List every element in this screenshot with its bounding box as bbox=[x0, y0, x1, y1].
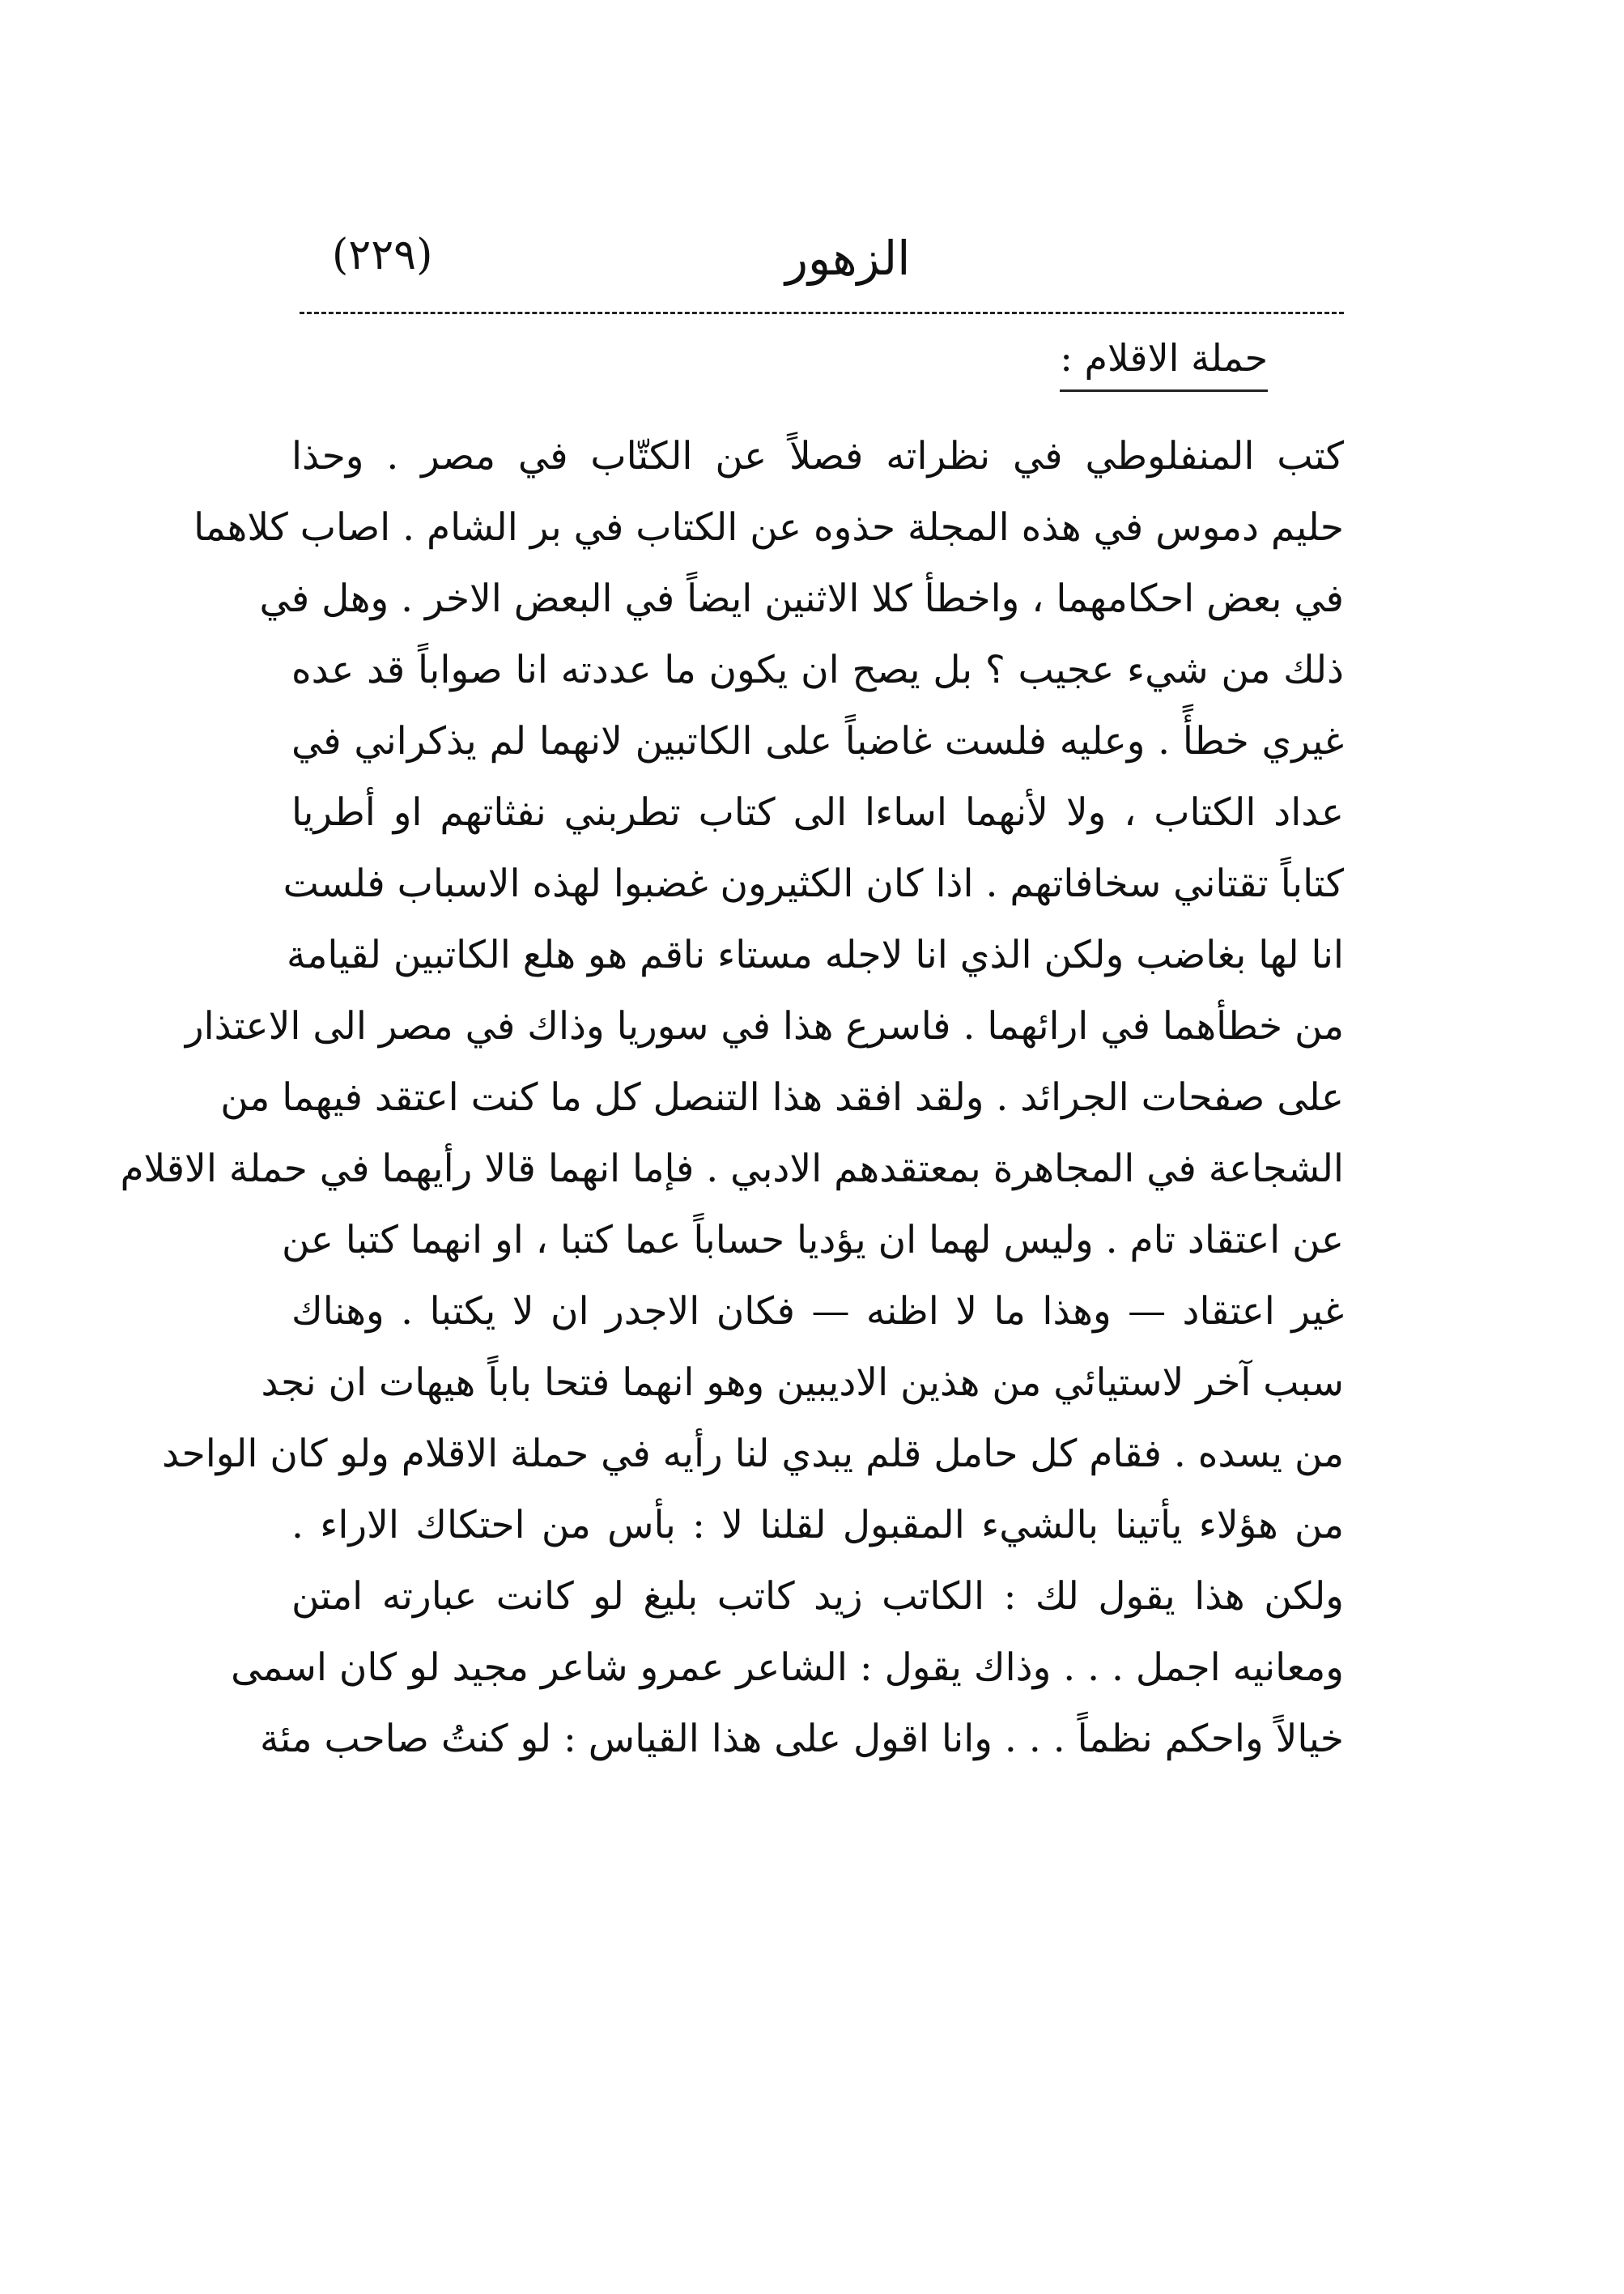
text-line: على صفحات الجرائد . ولقد افقد هذا التنصل كل ما كنت اعتقد فيهما من bbox=[220, 1075, 1344, 1120]
text-line: عن اعتقاد تام . وليس لهما ان يؤديا حساباً عما كتبا ، او انهما كتبا عن bbox=[282, 1218, 1344, 1262]
body-text bbox=[120, 421, 1344, 1775]
section-title: حملة الاقلام : bbox=[1060, 336, 1268, 392]
text-line: من خطأهما في ارائهما . فاسرع هذا في سوريا وذاك في مصر الى الاعتذار bbox=[185, 1004, 1344, 1049]
text-line: غير اعتقاد — وهذا ما لا اظنه — فكان الاجدر ان لا يكتبا . وهناك bbox=[291, 1289, 1344, 1334]
text-line: عداد الكتاب ، ولا لأنهما اساءا الى كتاب تطربني نفثاتهم او أطريا bbox=[291, 790, 1344, 835]
text-line: من هؤلاء يأتينا بالشيء المقبول لقلنا لا : بأس من احتكاك الاراء . bbox=[291, 1503, 1344, 1547]
text-line: الشجاعة في المجاهرة بمعتقدهم الادبي . فإما انهما قالا رأيهما في حملة الاقلام bbox=[120, 1147, 1344, 1191]
text-line: من يسده . فقام كل حامل قلم يبدي لنا رأيه في حملة الاقلام ولو كان الواحد bbox=[161, 1432, 1344, 1476]
text-line: غيري خطأً . وعليه فلست غاضباً على الكاتبين لانهما لم يذكراني في bbox=[291, 719, 1344, 764]
page-header bbox=[300, 231, 1271, 304]
text-line: خيالاً واحكم نظماً . . . وانا اقول على هذا القياس : لو كنتُ صاحب مئة bbox=[259, 1717, 1344, 1761]
text-line: كتاباً تقتاني سخافاتهم . اذا كان الكثيرون غضبوا لهذه الاسباب فلست bbox=[283, 862, 1344, 906]
text-line: ومعانيه اجمل . . . وذاك يقول : الشاعر عمرو شاعر مجيد لو كان اسمى bbox=[231, 1645, 1344, 1690]
running-title: الزهور bbox=[785, 231, 911, 286]
page-number: (٢٢٩) bbox=[332, 231, 433, 279]
text-line: حليم دموس في هذه المجلة حذوه عن الكتاب في بر الشام . اصاب كلاهما bbox=[193, 505, 1344, 550]
text-line: ولكن هذا يقول لك : الكاتب زيد كاتب بليغ لو كانت عبارته امتن bbox=[291, 1574, 1344, 1619]
text-line: ذلك من شيء عجيب ؟ بل يصح ان يكون ما عددته انا صواباً قد عده bbox=[291, 648, 1344, 692]
text-line: في بعض احكامهما ، واخطأ كلا الاثنين ايضاً في البعض الاخر . وهل في bbox=[259, 577, 1344, 621]
text-line: كتب المنفلوطي في نظراته فصلاً عن الكتّاب في مصر . وحذا bbox=[291, 434, 1344, 479]
header-divider bbox=[300, 312, 1344, 314]
text-line: انا لها بغاضب ولكن الذي انا لاجله مستاء ناقم هو هلع الكاتبين لقيامة bbox=[287, 933, 1344, 977]
text-line: سبب آخر لاستيائي من هذين الاديبين وهو انهما فتحا باباً هيهات ان نجد bbox=[261, 1360, 1344, 1405]
